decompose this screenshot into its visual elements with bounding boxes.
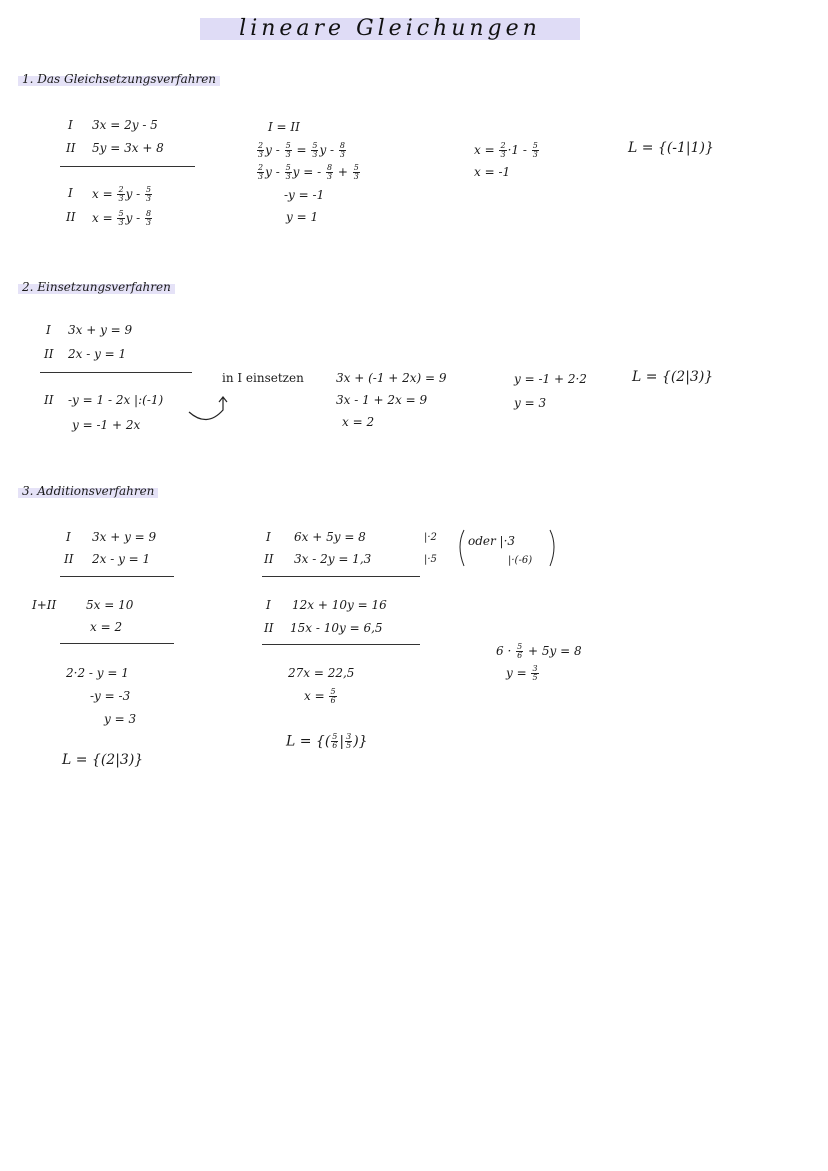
- s3b-sum: 27x = 22,5: [288, 666, 355, 680]
- s2-y2: y = 3: [514, 396, 547, 410]
- s1-eq1-num: I: [68, 118, 73, 132]
- s1-mid1: $\frac{2}{3}$ y - $\frac{5}{3}$ = $\frac{5}{3}$ y - $\frac{8}{3}$: [258, 141, 345, 159]
- s2-insert-label: in I einsetzen: [222, 371, 304, 385]
- s1-solution: L = {(-1|1)}: [628, 140, 714, 156]
- s3a-eq2-num: II: [64, 552, 74, 566]
- s3b-m2-num: II: [264, 621, 274, 635]
- s3b-x: x = $\frac{5}{6}$: [304, 687, 336, 705]
- s3b-solution: L = {( $\frac{5}{6}$ | $\frac{3}{5}$ )}: [286, 732, 368, 750]
- s3b-m1-num: I: [266, 598, 271, 612]
- s3b-alt1: oder |·3: [468, 534, 516, 548]
- s1-eq2-num: II: [66, 141, 76, 155]
- s1-r2: x = $\frac{5}{3}$ y - $\frac{8}{3}$: [92, 209, 152, 227]
- s2-step2: y = -1 + 2x: [72, 418, 141, 432]
- page-title: [200, 14, 580, 54]
- s3a-b2: -y = -3: [90, 689, 131, 703]
- s2-step1: -y = 1 - 2x |:(-1): [68, 393, 164, 407]
- s3a-rule1: [60, 576, 174, 577]
- s3a-sum: 5x = 10: [86, 598, 134, 612]
- s2-eq2-num: II: [44, 347, 54, 361]
- title-text: lineare Gleichungen: [239, 16, 541, 41]
- s2-step1-num: II: [44, 393, 54, 407]
- s1-rule: [60, 166, 195, 167]
- s1-right1: x = $\frac{2}{3}$ ·1 - $\frac{5}{3}$: [474, 141, 538, 159]
- s3b-m2: 15x - 10y = 6,5: [290, 621, 383, 635]
- s3b-rule2: [262, 644, 420, 645]
- s3b-m1: 12x + 10y = 16: [292, 598, 387, 612]
- s3b-eq1-mul: |·2: [424, 532, 437, 543]
- s3b-rule1: [262, 576, 420, 577]
- s3b-eq2: 3x - 2y = 1,3: [294, 552, 372, 566]
- s1-mid3: -y = -1: [284, 188, 325, 202]
- s3a-x: x = 2: [90, 620, 123, 634]
- s1-eq2: 5y = 3x + 8: [92, 141, 164, 155]
- s2-arrow-icon: [185, 392, 235, 428]
- section1-heading: 1. Das Gleichsetzungsverfahren: [18, 72, 220, 86]
- s3a-eq1-num: I: [66, 530, 71, 544]
- s2-y1: y = -1 + 2·2: [514, 372, 587, 386]
- section2-heading: 2. Einsetzungsverfahren: [18, 280, 175, 294]
- s3a-eq1: 3x + y = 9: [92, 530, 157, 544]
- s3a-solution: L = {(2|3)}: [62, 752, 144, 768]
- s2-solution: L = {(2|3)}: [632, 369, 714, 385]
- s3a-eq2: 2x - y = 1: [92, 552, 151, 566]
- s1-r1-num: I: [68, 186, 73, 200]
- s1-mid4: y = 1: [286, 210, 319, 224]
- s3b-y2: y = $\frac{3}{5}$: [506, 664, 538, 682]
- s3b-eq2-mul: |·5: [424, 554, 437, 565]
- s3a-sum-num: I+II: [32, 598, 57, 612]
- s3a-b1: 2·2 - y = 1: [66, 666, 129, 680]
- s3b-alt2: |·(-6): [508, 555, 533, 566]
- s2-eq1-num: I: [46, 323, 51, 337]
- section3-heading: 3. Additionsverfahren: [18, 484, 158, 498]
- s3b-eq2-num: II: [264, 552, 274, 566]
- s1-r2-num: II: [66, 210, 76, 224]
- s2-sub1: 3x + (-1 + 2x) = 9: [336, 371, 447, 385]
- s1-r1: x = $\frac{2}{3}$ y - $\frac{5}{3}$: [92, 185, 152, 203]
- s1-mid2: $\frac{2}{3}$ y - $\frac{5}{3}$ y = - $\frac{8}{3}$ + $\frac{5}{3}$: [258, 163, 359, 181]
- s2-eq2: 2x - y = 1: [68, 347, 127, 361]
- s3b-eq1-num: I: [266, 530, 271, 544]
- s1-eq1: 3x = 2y - 5: [92, 118, 158, 132]
- s2-rule: [40, 372, 192, 373]
- s2-sub3: x = 2: [342, 415, 375, 429]
- s2-sub2: 3x - 1 + 2x = 9: [336, 393, 428, 407]
- s3a-b3: y = 3: [104, 712, 137, 726]
- s3b-eq1: 6x + 5y = 8: [294, 530, 366, 544]
- s3a-rule2: [60, 643, 174, 644]
- s1-right2: x = -1: [474, 165, 511, 179]
- s2-eq1: 3x + y = 9: [68, 323, 133, 337]
- s3b-y1: 6 · $\frac{5}{6}$ + 5y = 8: [496, 642, 582, 660]
- s1-mid0: I = II: [268, 120, 300, 134]
